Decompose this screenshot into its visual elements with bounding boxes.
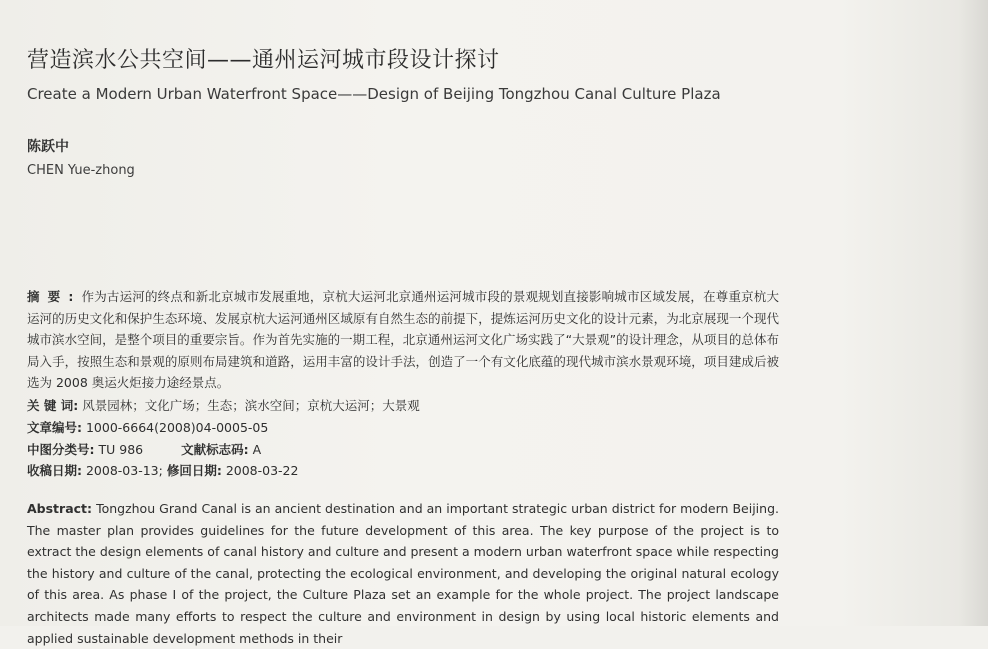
abstract-chinese-text: 作为古运河的终点和新北京城市发展重地，京杭大运河北京通州运河城市段的景观规划直接影响城市区域发展，在尊重京杭大运河的历史文化和保护生态环境、发展京杭大运河通州区域原有自然生态的前提下，提炼运河历史文化的设计元素，为北京展现一个现代城市滨水空间，是整个项目的重要宗旨。作为首先实施的一期工程，北京通州运河文化广场实践了“大景观”的设计理念，从项目的总体布局入手，按照生态和景观的原则布局建筑和道路，运用丰富的设计手法，创造了一个有文化底蕴的现代城市滨水景观环境，项目建成后被选为 2008 奥运火炬接力途经景点。 xyxy=(27,289,779,390)
author-chinese: 陈跃中 xyxy=(27,139,69,155)
received-date-label: 收稿日期: xyxy=(27,463,82,478)
abstract-chinese xyxy=(27,286,779,394)
abstract-chinese-label: 摘要: xyxy=(27,289,82,304)
document-code-label: 文献标志码: xyxy=(181,442,249,457)
abstract-english-label: Abstract: xyxy=(27,501,93,516)
article-number-value: 1000-6664(2008)04-0005-05 xyxy=(85,420,269,435)
document-code-value: A xyxy=(252,442,262,457)
classification-line xyxy=(27,440,779,458)
dates-line xyxy=(27,461,779,479)
keywords-label: 关 键 词: xyxy=(27,398,79,413)
abstract-english xyxy=(27,498,779,649)
article-number-label: 文章编号: xyxy=(27,420,82,435)
keywords-line xyxy=(27,396,779,414)
keywords-value: 风景园林；文化广场；生态；滨水空间；京杭大运河；大景观 xyxy=(82,398,420,413)
abstract-english-text: Tongzhou Grand Canal is an ancient destination and an important strategic urban district for modern Beijing. The master plan provides guidelines for the future development of this area. The key purpose of the project is to extract the design elements of canal history and culture and present a modern urban waterfront space while respecting the history and culture of the canal, protecting the ecological environment, and developing the original natural ecology of this area. As phase I of the project, the Culture Plaza set an example for the whole project. The project landscape architects made many efforts to respect the culture and environment in design by using local historic elements and applied sustainable development methods in their xyxy=(27,501,779,646)
classification-value: TU 986 xyxy=(98,442,144,457)
author-english: CHEN Yue-zhong xyxy=(27,163,135,178)
title-english: Create a Modern Urban Waterfront Space——Design of Beijing Tongzhou Canal Culture Plaza xyxy=(27,85,721,103)
article-number-line xyxy=(27,418,779,436)
revised-date-label: 修回日期: xyxy=(166,463,222,478)
revised-date-value: 2008-03-22 xyxy=(225,463,299,478)
title-chinese: 营造滨水公共空间——通州运河城市段设计探讨 xyxy=(27,48,500,73)
received-date-value: 2008-03-13; xyxy=(85,463,163,478)
classification-label: 中图分类号: xyxy=(27,442,95,457)
